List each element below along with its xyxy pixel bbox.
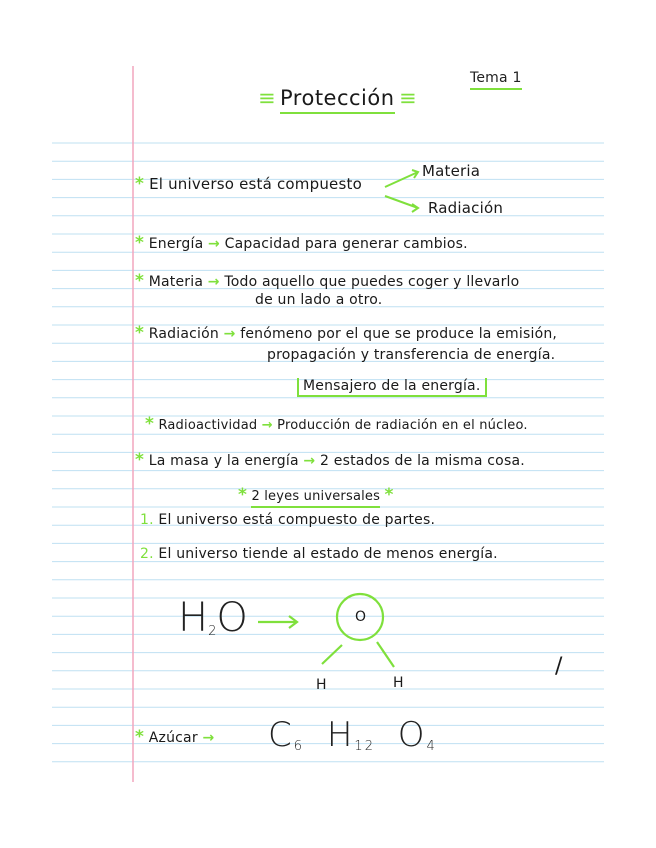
materia-line: * Materia → Todo aquello que puedes coger y llevarlo	[135, 271, 520, 291]
water-formula: $H_2O$	[178, 595, 248, 641]
arrow-icon: →	[208, 236, 220, 252]
ley-2: 2. El universo tiende al estado de menos energía.	[140, 546, 498, 562]
azucar-line: * Azúcar →	[135, 727, 215, 747]
mensajero-box: Mensajero de la energía.	[297, 378, 487, 394]
title-deco-right: ≡	[399, 86, 418, 110]
arrow-icon: →	[207, 274, 220, 290]
stray-mark: /	[555, 654, 563, 679]
star-bullet: *	[135, 727, 145, 747]
energia-line: * Energía → Capacidad para generar cambios.	[135, 233, 468, 253]
radiacion-line-2: propagación y transferencia de energía.	[267, 347, 556, 363]
radiacion-line: * Radiación → fenómeno por el que se produce la emisión,	[135, 323, 558, 343]
star-bullet: *	[135, 323, 145, 343]
ley-1: 1. El universo está compuesto de partes.	[140, 512, 436, 528]
topic-tag: Tema 1	[470, 70, 522, 86]
water-center-atom: O	[355, 609, 367, 625]
arrow-icon: →	[303, 453, 316, 469]
title-deco-left: ≡	[258, 86, 277, 110]
water-atom-left: H	[316, 677, 327, 693]
arrow-icon: →	[261, 418, 273, 433]
sugar-formula: $C_6$ $H_{12}$ $O_4$	[268, 715, 437, 755]
materia-line-2: de un lado a otro.	[255, 292, 383, 308]
star-bullet: *	[145, 414, 155, 434]
star-bullet: *	[135, 174, 145, 194]
star-icon: *	[238, 485, 248, 505]
branch-materia: Materia	[422, 162, 481, 180]
radioactividad-line: * Radioactividad → Producción de radiación en el núcleo.	[145, 414, 528, 434]
leyes-heading: * 2 leyes universales *	[238, 487, 394, 505]
branch-radiacion: Radiación	[428, 199, 504, 217]
star-icon: *	[384, 485, 394, 505]
arrow-icon: →	[223, 326, 236, 342]
page-title: Protección	[280, 86, 395, 110]
universo-line: * El universo está compuesto	[135, 174, 362, 194]
star-bullet: *	[135, 271, 145, 291]
arrow-icon: →	[202, 730, 215, 746]
masa-line: * La masa y la energía → 2 estados de la misma cosa.	[135, 450, 525, 470]
water-atom-right: H	[393, 675, 404, 691]
star-bullet: *	[135, 233, 145, 253]
star-bullet: *	[135, 450, 145, 470]
